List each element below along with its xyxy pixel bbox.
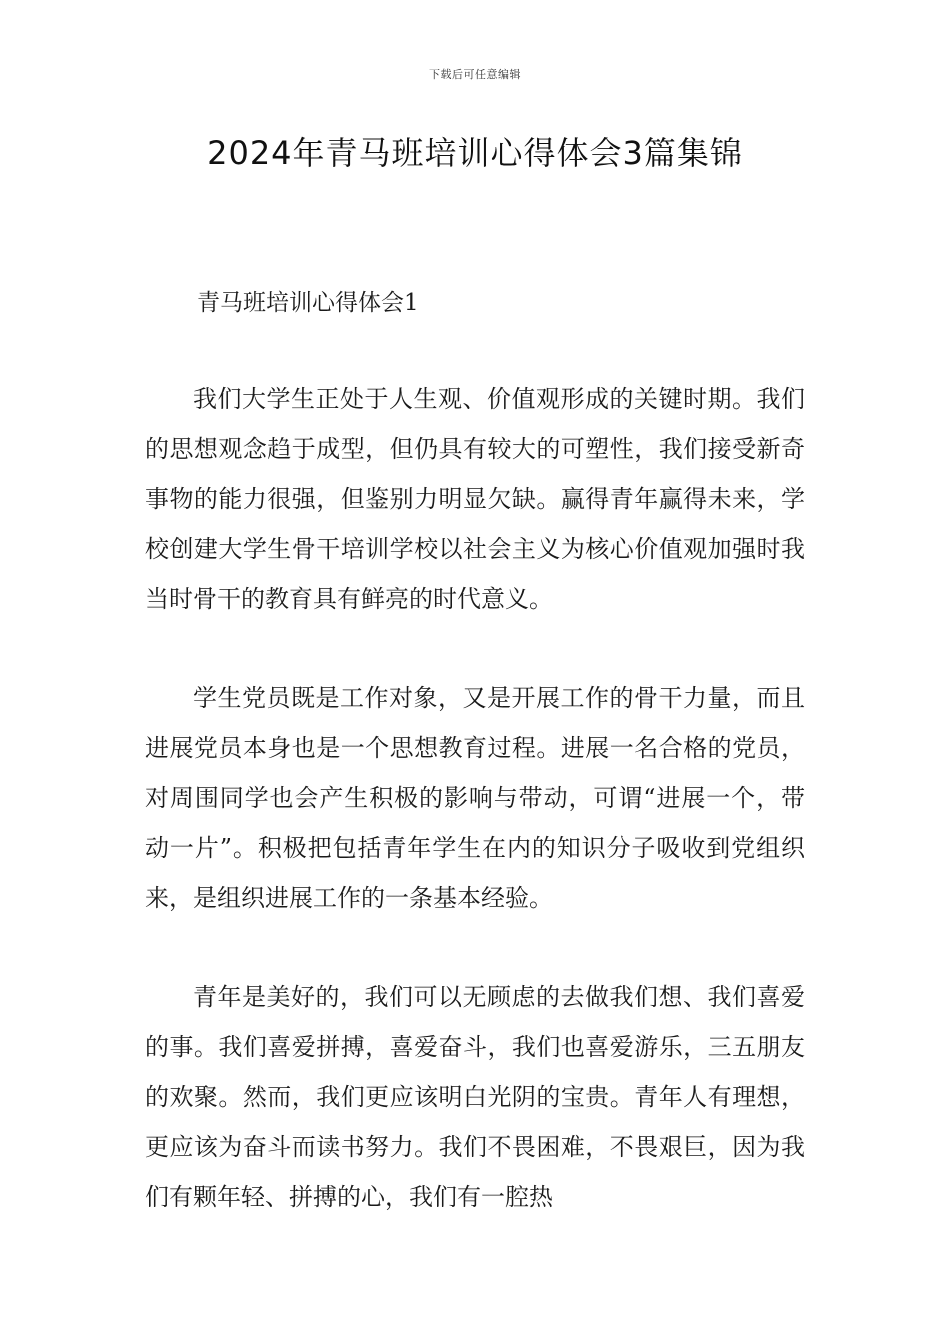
- document-title: 2024年青马班培训心得体会3篇集锦: [207, 134, 743, 172]
- header-note: 下载后可任意编辑: [429, 68, 521, 81]
- section-heading: 青马班培训心得体会1: [197, 290, 419, 316]
- paragraph-2: 学生党员既是工作对象，又是开展工作的骨干力量，而且进展党员本身也是一个思想教育过程。进展一名合格的党员，对周围同学也会产生积极的影响与带动，可谓“进展一个，带动一片”。积极把包括青年学生在内的知识分子吸收到党组织来，是组织进展工作的一条基本经验。: [145, 684, 805, 912]
- paragraph-1: 我们大学生正处于人生观、价值观形成的关键时期。我们的思想观念趋于成型，但仍具有较大的可塑性，我们接受新奇事物的能力很强，但鉴别力明显欠缺。赢得青年赢得未来，学校创建大学生骨干培训学校以社会主义为核心价值观加强时我当时骨干的教育具有鲜亮的时代意义。: [145, 385, 805, 613]
- paragraph-3: 青年是美好的，我们可以无顾虑的去做我们想、我们喜爱的事。我们喜爱拼搏，喜爱奋斗，我们也喜爱游乐，三五朋友的欢聚。然而，我们更应该明白光阴的宝贵。青年人有理想，更应该为奋斗而读书努力。我们不畏困难，不畏艰巨，因为我们有颗年轻、拼搏的心，我们有一腔热: [145, 983, 805, 1211]
